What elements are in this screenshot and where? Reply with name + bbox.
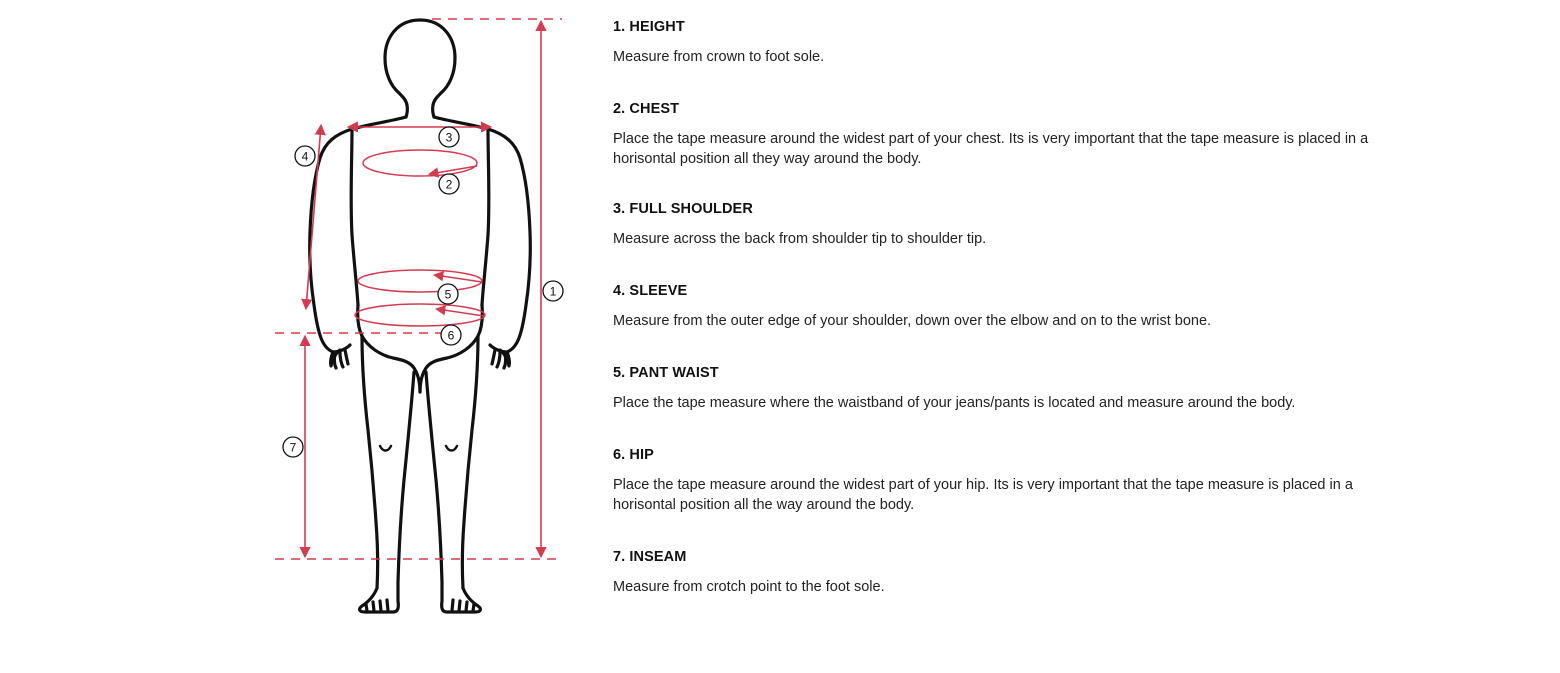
body-outline [310,20,531,612]
callout-5 [438,284,458,304]
instruction-body: Place the tape measure around the widest part of your hip. Its is very important that the tape measure is placed in a horisontal position all the way around the body. [613,476,1353,513]
instruction-body: Measure from crotch point to the foot sole. [613,578,885,595]
instruction-pant-waist [613,366,1513,414]
body-figure-diagram [0,0,600,673]
callout-3 [439,127,459,147]
instruction-title: 6. HIP [613,447,654,463]
instruction-height [613,20,1513,68]
pant-waist-band [358,270,482,292]
instruction-inseam [613,550,1513,598]
instruction-full-shoulder [613,202,1513,250]
callout-2 [439,174,459,194]
chest-band [363,150,477,176]
svg-text:5: 5 [444,287,452,302]
instruction-body: Measure across the back from shoulder tip to shoulder tip. [613,230,987,247]
callout-4 [295,146,315,166]
measurement-lines [275,19,562,559]
svg-text:3: 3 [445,130,453,145]
callout-7 [283,437,303,457]
instruction-hip [613,448,1513,515]
instruction-title: 3. FULL SHOULDER [613,201,753,217]
instruction-title: 7. INSEAM [613,549,687,565]
instruction-title: 5. PANT WAIST [613,365,719,381]
measurement-instructions [613,0,1543,673]
svg-text:7: 7 [289,440,297,455]
callout-6 [441,325,461,345]
instruction-sleeve [613,284,1513,332]
instruction-body: Measure from crown to foot sole. [613,48,825,65]
callout-1 [543,281,563,301]
instruction-body: Measure from the outer edge of your shoulder, down over the elbow and on to the wrist bone. [613,312,1212,329]
body-figure-svg [0,0,600,673]
instruction-body: Place the tape measure around the widest part of your chest. Its is very important that the tape measure is placed in a horisontal position all they way around the body. [613,130,1369,167]
svg-text:6: 6 [447,328,455,343]
hip-band [355,304,485,326]
instruction-body: Place the tape measure where the waistband of your jeans/pants is located and measure around the body. [613,394,1296,411]
svg-text:2: 2 [445,177,453,192]
instruction-title: 2. CHEST [613,101,680,117]
svg-text:1: 1 [549,284,557,299]
svg-text:4: 4 [301,149,309,164]
instruction-title: 4. SLEEVE [613,283,688,299]
instruction-title: 1. HEIGHT [613,19,685,35]
instruction-chest [613,102,1513,169]
